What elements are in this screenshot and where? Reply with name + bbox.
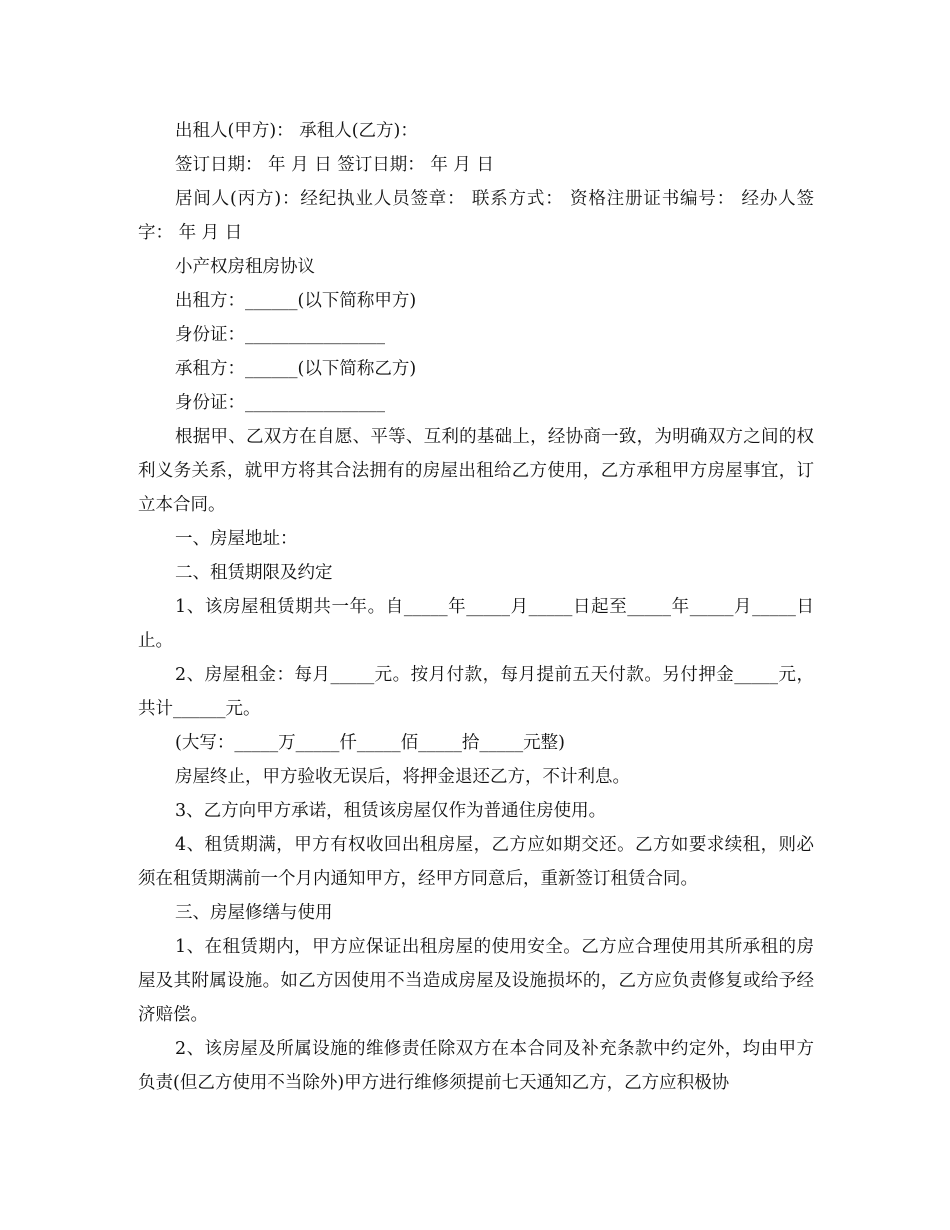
clause-maintenance: 2、该房屋及所属设施的维修责任除双方在本合同及补充条款中约定外，均由甲方负责(但乙方使用不当除外)甲方进行维修须提前七天通知乙方，乙方应积极协 <box>138 1039 814 1093</box>
clause-rent: 2、房屋租金：每月_____元。按月付款，每月提前五天付款。另付押金_____元，共计______元。 <box>138 665 814 719</box>
clause-rent-uppercase: (大写：_____万_____仟_____佰_____拾_____元整) <box>175 733 565 753</box>
clause-residential-use: 3、乙方向甲方承诺，租赁该房屋仅作为普通住房使用。 <box>175 801 607 821</box>
section-heading-repair: 三、房屋修缮与使用 <box>175 903 333 923</box>
agreement-title: 小产权房租房协议 <box>175 257 315 277</box>
document-page <box>138 114 814 1100</box>
intermediary-line: 居间人(丙方)：经纪执业人员签章： 联系方式： 资格注册证书编号： 经办人签字： 年 月 日 <box>138 189 814 243</box>
lessee-id-field: 身份证：________________ <box>175 393 385 413</box>
clause-deposit-return: 房屋终止，甲方验收无误后，将押金退还乙方，不计利息。 <box>175 767 630 787</box>
preamble-paragraph: 根据甲、乙双方在自愿、平等、互利的基础上，经协商一致，为明确双方之间的权利义务关系，就甲方将其合法拥有的房屋出租给乙方使用，乙方承租甲方房屋事宜，订立本合同。 <box>138 427 814 515</box>
clause-term-period: 1、该房屋租赁期共一年。自_____年_____月_____日起至_____年_____月_____日止。 <box>138 597 814 651</box>
lessor-field: 出租方：______(以下简称甲方) <box>175 291 417 311</box>
lessee-field: 承租方：______(以下简称乙方) <box>175 359 417 379</box>
landlord-tenant-line: 出租人(甲方)： 承租人(乙方)： <box>175 121 418 141</box>
signing-date-line: 签订日期： 年 月 日 签订日期： 年 月 日 <box>175 155 494 175</box>
clause-renewal: 4、租赁期满，甲方有权收回出租房屋，乙方应如期交还。乙方如要求续租，则必须在租赁期满前一个月内通知甲方，经甲方同意后，重新签订租赁合同。 <box>138 835 814 889</box>
clause-safety-use: 1、在租赁期内，甲方应保证出租房屋的使用安全。乙方应合理使用其所承租的房屋及其附属设施。如乙方因使用不当造成房屋及设施损坏的，乙方应负责修复或给予经济赔偿。 <box>138 937 814 1025</box>
lessor-id-field: 身份证：________________ <box>175 325 385 345</box>
section-heading-term: 二、租赁期限及约定 <box>175 563 333 583</box>
section-heading-address: 一、房屋地址： <box>175 529 298 549</box>
